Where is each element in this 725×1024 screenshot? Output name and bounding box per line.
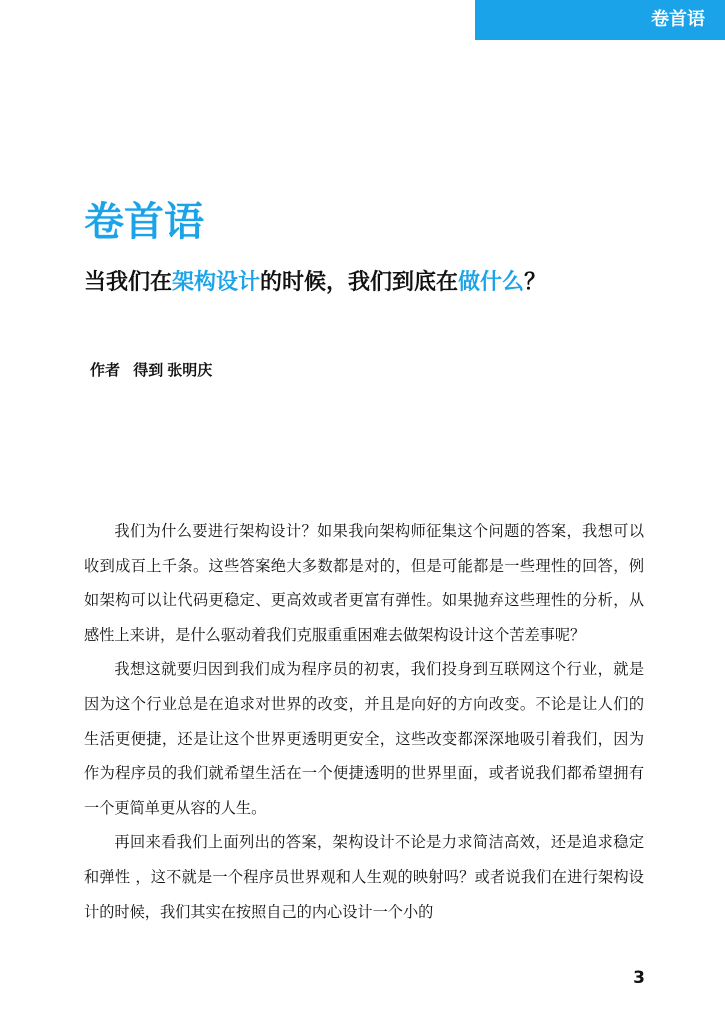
chapter-title: 卷首语 xyxy=(84,199,204,245)
paragraph: 我想这就要归因到我们成为程序员的初衷，我们投身到互联网这个行业，就是因为这个行业总是在追求对世界的改变，并且是向好的方向改变。不论是让人们的生活更便捷，还是让这个世界更透明更安全，这些改变都深深地吸引着我们，因为作为程序员的我们就希望生活在一个便捷透明的世界里面，或者说我们都希望拥有一个更简单更从容的人生。 xyxy=(84,660,644,817)
subtitle-part-3: ？ xyxy=(524,270,547,295)
chapter-subtitle xyxy=(84,266,546,300)
paragraph: 再回来看我们上面列出的答案，架构设计不论是力求简洁高效，还是追求稳定和弹性 ，这不就是一个程序员世界观和人生观的映射吗？或者说我们在进行架构设计的时候，我们其实在按照自己的内心设计一个小的 xyxy=(84,833,644,921)
section-tab xyxy=(475,0,725,40)
subtitle-highlight-1: 架构设计 xyxy=(172,270,261,295)
author-line xyxy=(90,358,212,382)
body-text xyxy=(84,514,644,929)
author-org: 得到 xyxy=(133,361,164,379)
subtitle-part-1: 当我们在 xyxy=(84,270,173,295)
author-name: 张明庆 xyxy=(167,361,213,379)
section-tab-label: 卷首语 xyxy=(651,9,705,30)
author-label: 作者 xyxy=(90,361,121,379)
subtitle-highlight-2: 做什么 xyxy=(458,270,525,295)
page-number: 3 xyxy=(633,968,645,988)
subtitle-part-2: 的时候，我们到底在 xyxy=(260,270,459,295)
paragraph: 我们为什么要进行架构设计？如果我向架构师征集这个问题的答案，我想可以收到成百上千条。这些答案绝大多数都是对的，但是可能都是一些理性的回答，例如架构可以让代码更稳定、更高效或者更富有弹性。如果抛弃这些理性的分析，从感性上来讲，是什么驱动着我们克服重重困难去做架构设计这个苦差事呢？ xyxy=(84,522,644,644)
